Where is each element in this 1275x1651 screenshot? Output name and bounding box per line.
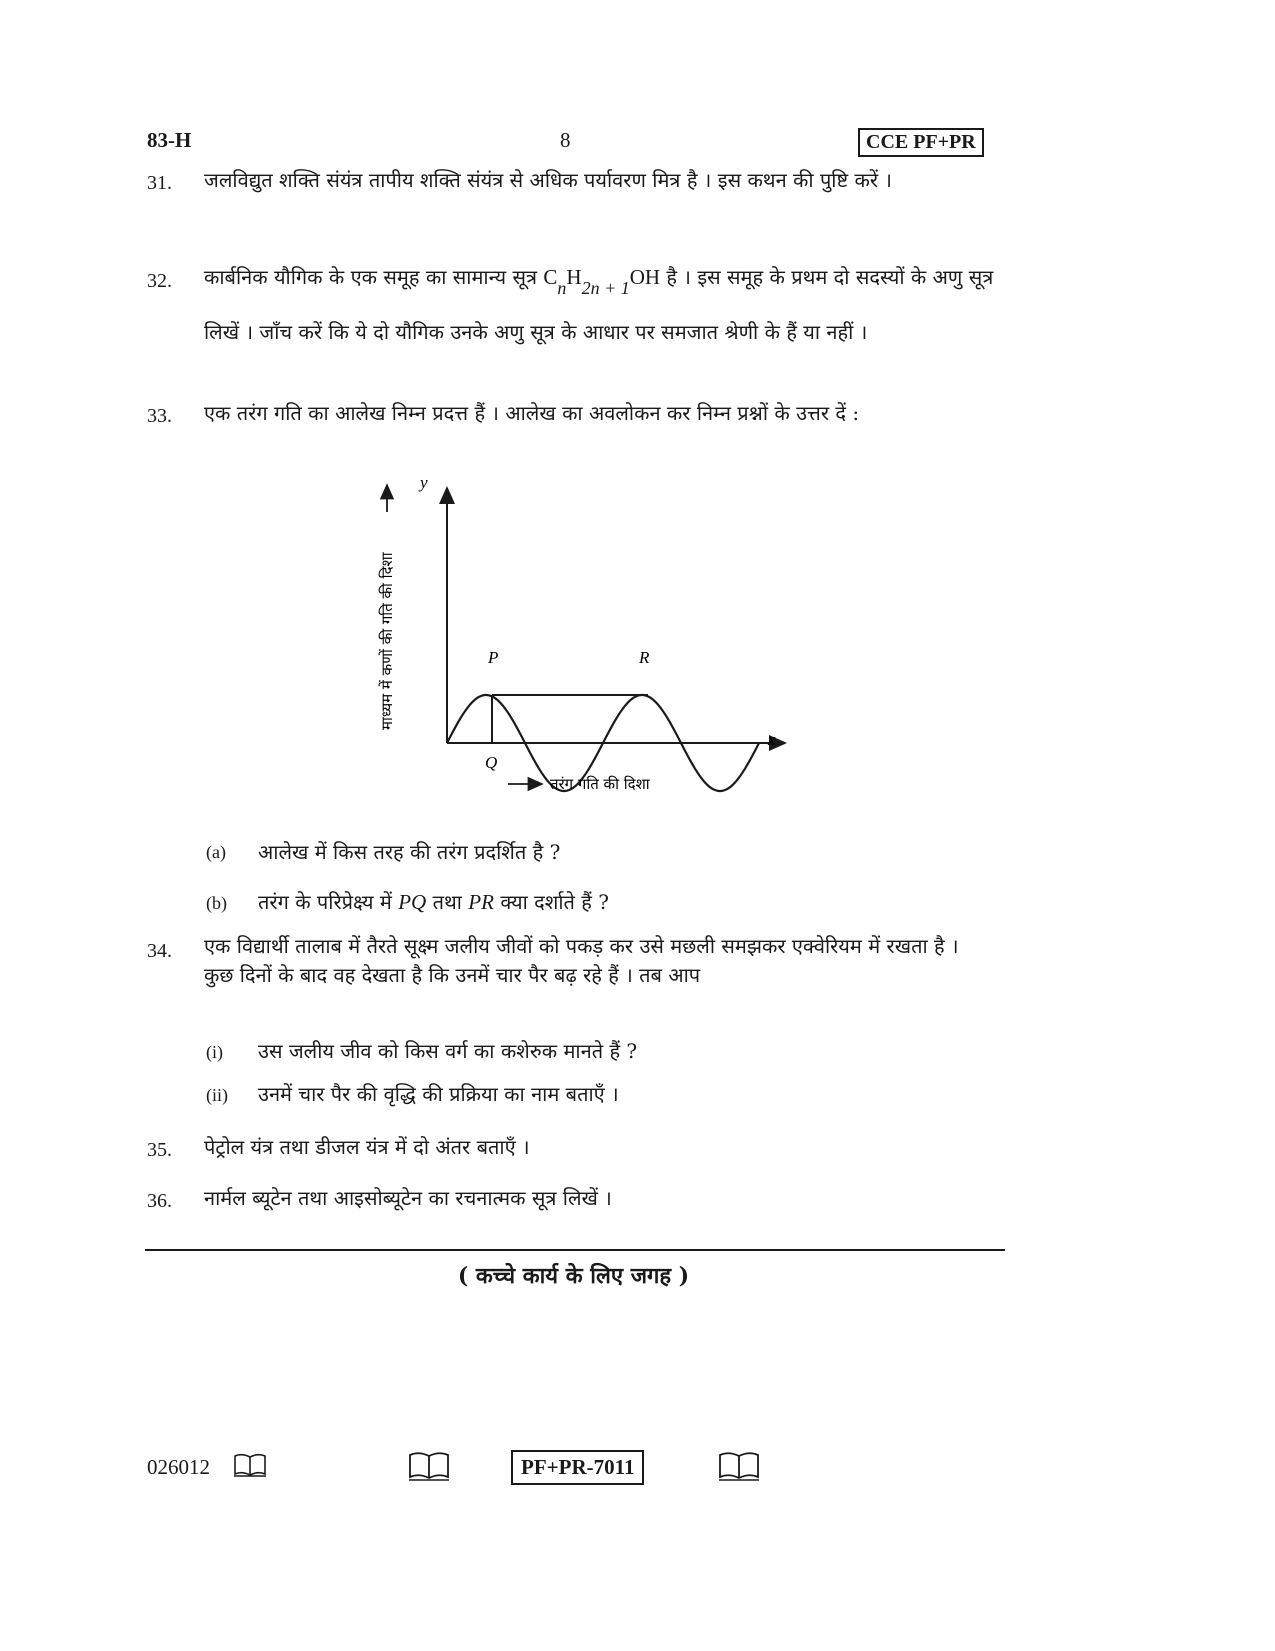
q32-text-before: कार्बनिक यौगिक के एक समूह का सामान्य सूत्र [204,265,538,289]
question-text-34: एक विद्यार्थी तालाब में तैरते सूक्ष्म जलीय जीवों को पकड़ कर उसे मछली समझकर एक्वेरियम में रखता है । कुछ दिनों के बाद वह देखता है कि उनमें चार पैर बढ़ रहे हैं । तब आप [204,934,959,987]
pr-term: PR [468,890,494,914]
point-p-label: P [488,648,499,667]
header-left-code: 83-H [147,128,192,152]
question-number-31: 31. [147,172,172,194]
question-number-34: 34. [147,940,172,962]
question-number-35: 35. [147,1139,172,1161]
wave-graph [370,480,810,820]
x-symbol: x [768,730,776,749]
point-q-label: Q [485,753,498,772]
q34-sub-ii-label: (ii) [206,1085,228,1105]
question-text-31: जलविद्युत शक्ति संयंत्र तापीय शक्ति संयंत्र से अधिक पर्यावरण मित्र है । इस कथन की पुष्टि करें । [204,168,892,192]
point-r-label: R [639,648,650,667]
q34-sub-i-text: उस जलीय जीव को किस वर्ग का कशेरुक मानते हैं ? [258,1039,638,1063]
paper-code-box: CCE PF+PR [858,128,984,157]
section-divider [145,1249,1005,1251]
question-text-33: एक तरंग गति का आलेख निम्न प्रदत्त हैं । आलेख का अवलोकन कर निम्न प्रश्नों के उत्तर दें : [204,401,860,425]
question-number-36: 36. [147,1190,172,1212]
q34-sub-i-label: (i) [206,1042,223,1062]
question-text-35: पेट्रोल यंत्र तथा डीजल यंत्र में दो अंतर बताएँ । [204,1135,530,1159]
page-number: 8 [560,128,571,152]
footer-serial: 026012 [147,1455,210,1479]
book-icon [718,1450,760,1482]
book-icon [233,1452,267,1478]
rough-work-label: ( कच्चे कार्य के लिए जगह ) [457,1263,690,1289]
q33-sub-a-label: (a) [206,842,226,862]
q32-text-after: है । इस समूह के प्रथम दो सदस्यों के अणु सूत्र लिखें । जाँच करें कि ये दो यौगिक उनके अणु सूत्र के आधार पर समजात श्रेणी के हैं या नहीं । [204,265,994,344]
general-formula: $C_nH_{2n + 1}OH$ [543,265,661,298]
y-axis-label: माध्यम में कणों की गति की दिशा [378,552,396,730]
question-number-32: 32. [147,270,172,292]
q33-sub-a-text: आलेख में किस तरह की तरंग प्रदर्शित है ? [258,840,561,864]
footer-paper-code: PF+PR-7011 [511,1450,644,1485]
q33-sub-b-text: तरंग के परिप्रेक्ष्य में PQ तथा PR क्या दर्शाते हैं ? [258,890,610,914]
question-text-32 [204,255,994,354]
book-icon [408,1450,450,1482]
q33-sub-b-label: (b) [206,893,227,913]
question-text-36: नार्मल ब्यूटेन तथा आइसोब्यूटेन का रचनात्मक सूत्र लिखें । [204,1186,612,1210]
question-number-33: 33. [147,405,172,427]
q34-sub-ii-text: उनमें चार पैर की वृद्धि की प्रक्रिया का नाम बताएँ । [258,1082,619,1106]
y-symbol: y [420,480,428,492]
pq-term: PQ [398,890,427,914]
x-axis-label: तरंग गति की दिशा [550,775,650,793]
